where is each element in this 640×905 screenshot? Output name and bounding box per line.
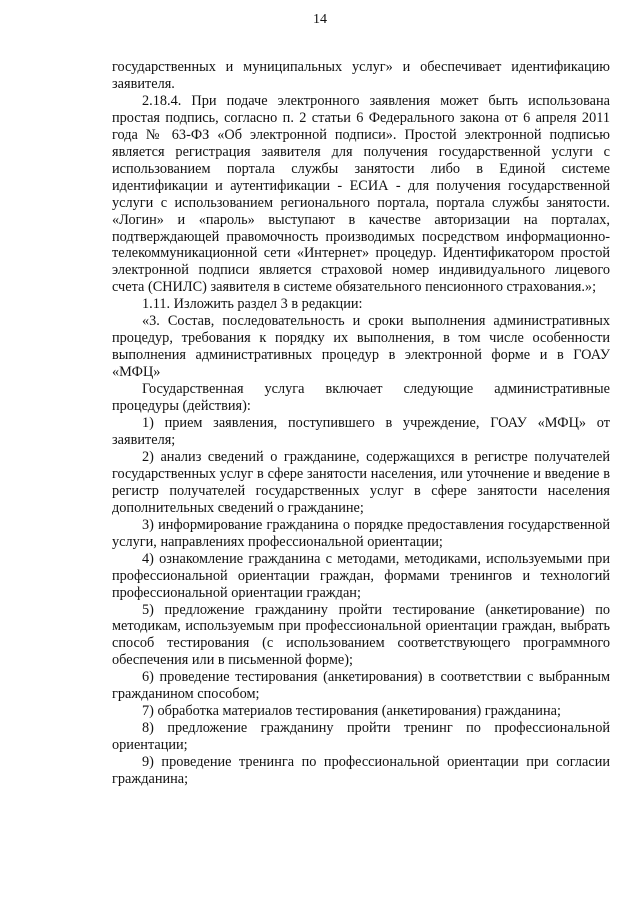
paragraph-2-18-4: 2.18.4. При подаче электронного заявления может быть использована простая подпись, согласно п. 2 статьи 6 Федерального закона от 6 апреля 2011 года № 63-ФЗ «Об электронной подписи». Простой электронной подписью является регистрация заявителя для получения государственной услуги с использованием портала службы занятости либо в Единой системе идентификации и аутентификации - ЕСИА - для получения государственной услуги с использованием регионального портала, портала службы занятости. «Логин» и «пароль» выступают в качестве авторизации на порталах, подтверждающей правомочность производимых посредством информационно-телекоммуникационной сети «Интернет» процедур. Идентификатором простой электронной подписи является страховой номер индивидуального лицевого счета (СНИЛС) заявителя в системе обязательного пенсионного страхования.»; [112,92,610,296]
page-number: 14 [313,12,327,27]
list-item: 3) информирование гражданина о порядке предоставления государственной услуги, направлениях профессиональной ориентации; [112,516,610,550]
paragraph-section-3-heading: «3. Состав, последовательность и сроки выполнения административных процедур, требования к порядку их выполнения, в том числе особенности выполнения административных процедур в электронной форме и в ГОАУ «МФЦ» [112,313,610,381]
paragraph-procedures-intro: Государственная услуга включает следующие административные процедуры (действия): [112,381,610,415]
list-item: 8) предложение гражданину пройти тренинг по профессиональной ориентации; [112,720,610,754]
list-item: 2) анализ сведений о гражданине, содержащихся в регистре получателей государственных услуг в сфере занятости населения, или уточнение и введение в регистр получателей государственных услуг в сфере занятости населения дополнительных сведений о гражданине; [112,448,610,516]
list-item: 5) предложение гражданину пройти тестирование (анкетирование) по методикам, используемым при профессиональной ориентации граждан, выбрать способ тестирования (с использованием соответствующего программного обеспечения или в письменной форме); [112,601,610,669]
document-body [112,59,610,788]
list-item: 9) проведение тренинга по профессиональной ориентации при согласии гражданина; [112,754,610,788]
paragraph-continuation: государственных и муниципальных услуг» и обеспечивает идентификацию заявителя. [112,59,610,92]
list-item: 4) ознакомление гражданина с методами, методиками, используемыми при профессиональной ориентации граждан, формами тренингов и технологий профессиональной ориентации граждан; [112,550,610,601]
list-item: 7) обработка материалов тестирования (анкетирования) гражданина; [142,703,561,720]
list-item: 6) проведение тестирования (анкетирования) в соответствии с выбранным гражданином способом; [112,669,610,703]
list-item: 1) прием заявления, поступившего в учреждение, ГОАУ «МФЦ» от заявителя; [112,415,610,448]
paragraph-1-11: 1.11. Изложить раздел 3 в редакции: [142,296,363,313]
